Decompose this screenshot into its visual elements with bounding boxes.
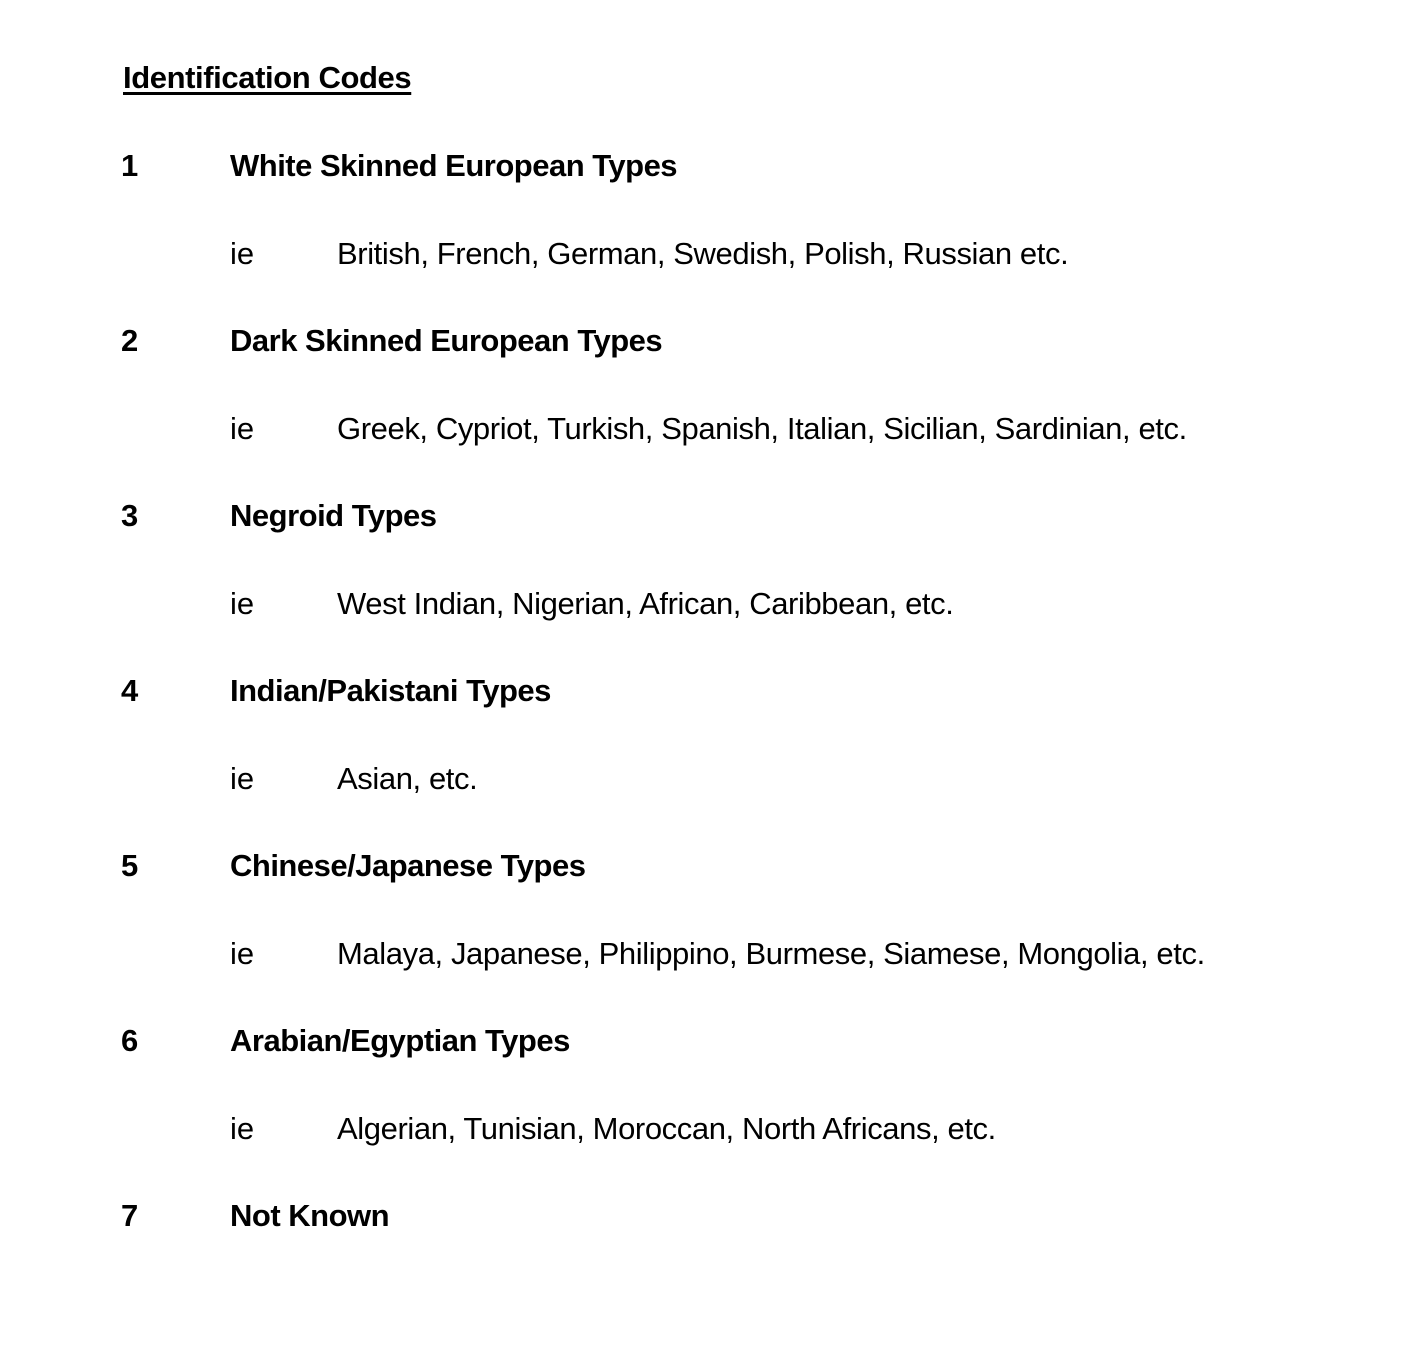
code-heading-row: [0, 846, 1416, 886]
code-number: 1: [121, 148, 139, 183]
code-name: Arabian/Egyptian Types: [230, 1023, 570, 1058]
code-examples: Asian, etc.: [337, 761, 478, 796]
code-examples: British, French, German, Swedish, Polish, Russian etc.: [337, 236, 1069, 271]
code-number: 3: [121, 498, 139, 533]
ie-label: ie: [230, 586, 255, 621]
code-number: 2: [121, 323, 139, 358]
code-heading-row: [0, 146, 1416, 186]
code-name: White Skinned European Types: [230, 148, 678, 183]
code-heading-row: [0, 496, 1416, 536]
ie-label: ie: [230, 411, 255, 446]
ie-label: ie: [230, 236, 255, 271]
code-name: Not Known: [230, 1198, 390, 1233]
code-examples-row: [0, 409, 1416, 449]
code-name: Negroid Types: [230, 498, 437, 533]
code-examples-row: [0, 759, 1416, 799]
code-number: 4: [121, 673, 139, 708]
code-examples: Greek, Cypriot, Turkish, Spanish, Italian, Sicilian, Sardinian, etc.: [337, 411, 1187, 446]
code-number: 7: [121, 1198, 139, 1233]
code-examples: Algerian, Tunisian, Moroccan, North Africans, etc.: [337, 1111, 996, 1146]
page-title: Identification Codes: [123, 60, 412, 95]
code-name: Chinese/Japanese Types: [230, 848, 586, 883]
code-examples-row: [0, 234, 1416, 274]
ie-label: ie: [230, 936, 255, 971]
ie-label: ie: [230, 1111, 255, 1146]
code-examples: West Indian, Nigerian, African, Caribbean, etc.: [337, 586, 954, 621]
code-number: 5: [121, 848, 139, 883]
code-examples-row: [0, 934, 1416, 974]
code-examples-row: [0, 584, 1416, 624]
code-name: Indian/Pakistani Types: [230, 673, 551, 708]
code-heading-row: [0, 321, 1416, 361]
code-number: 6: [121, 1023, 139, 1058]
code-examples: Malaya, Japanese, Philippino, Burmese, Siamese, Mongolia, etc.: [337, 936, 1205, 971]
code-name: Dark Skinned European Types: [230, 323, 663, 358]
code-heading-row: [0, 1196, 1416, 1236]
ie-label: ie: [230, 761, 255, 796]
code-examples-row: [0, 1109, 1416, 1149]
code-heading-row: [0, 1021, 1416, 1061]
code-heading-row: [0, 671, 1416, 711]
